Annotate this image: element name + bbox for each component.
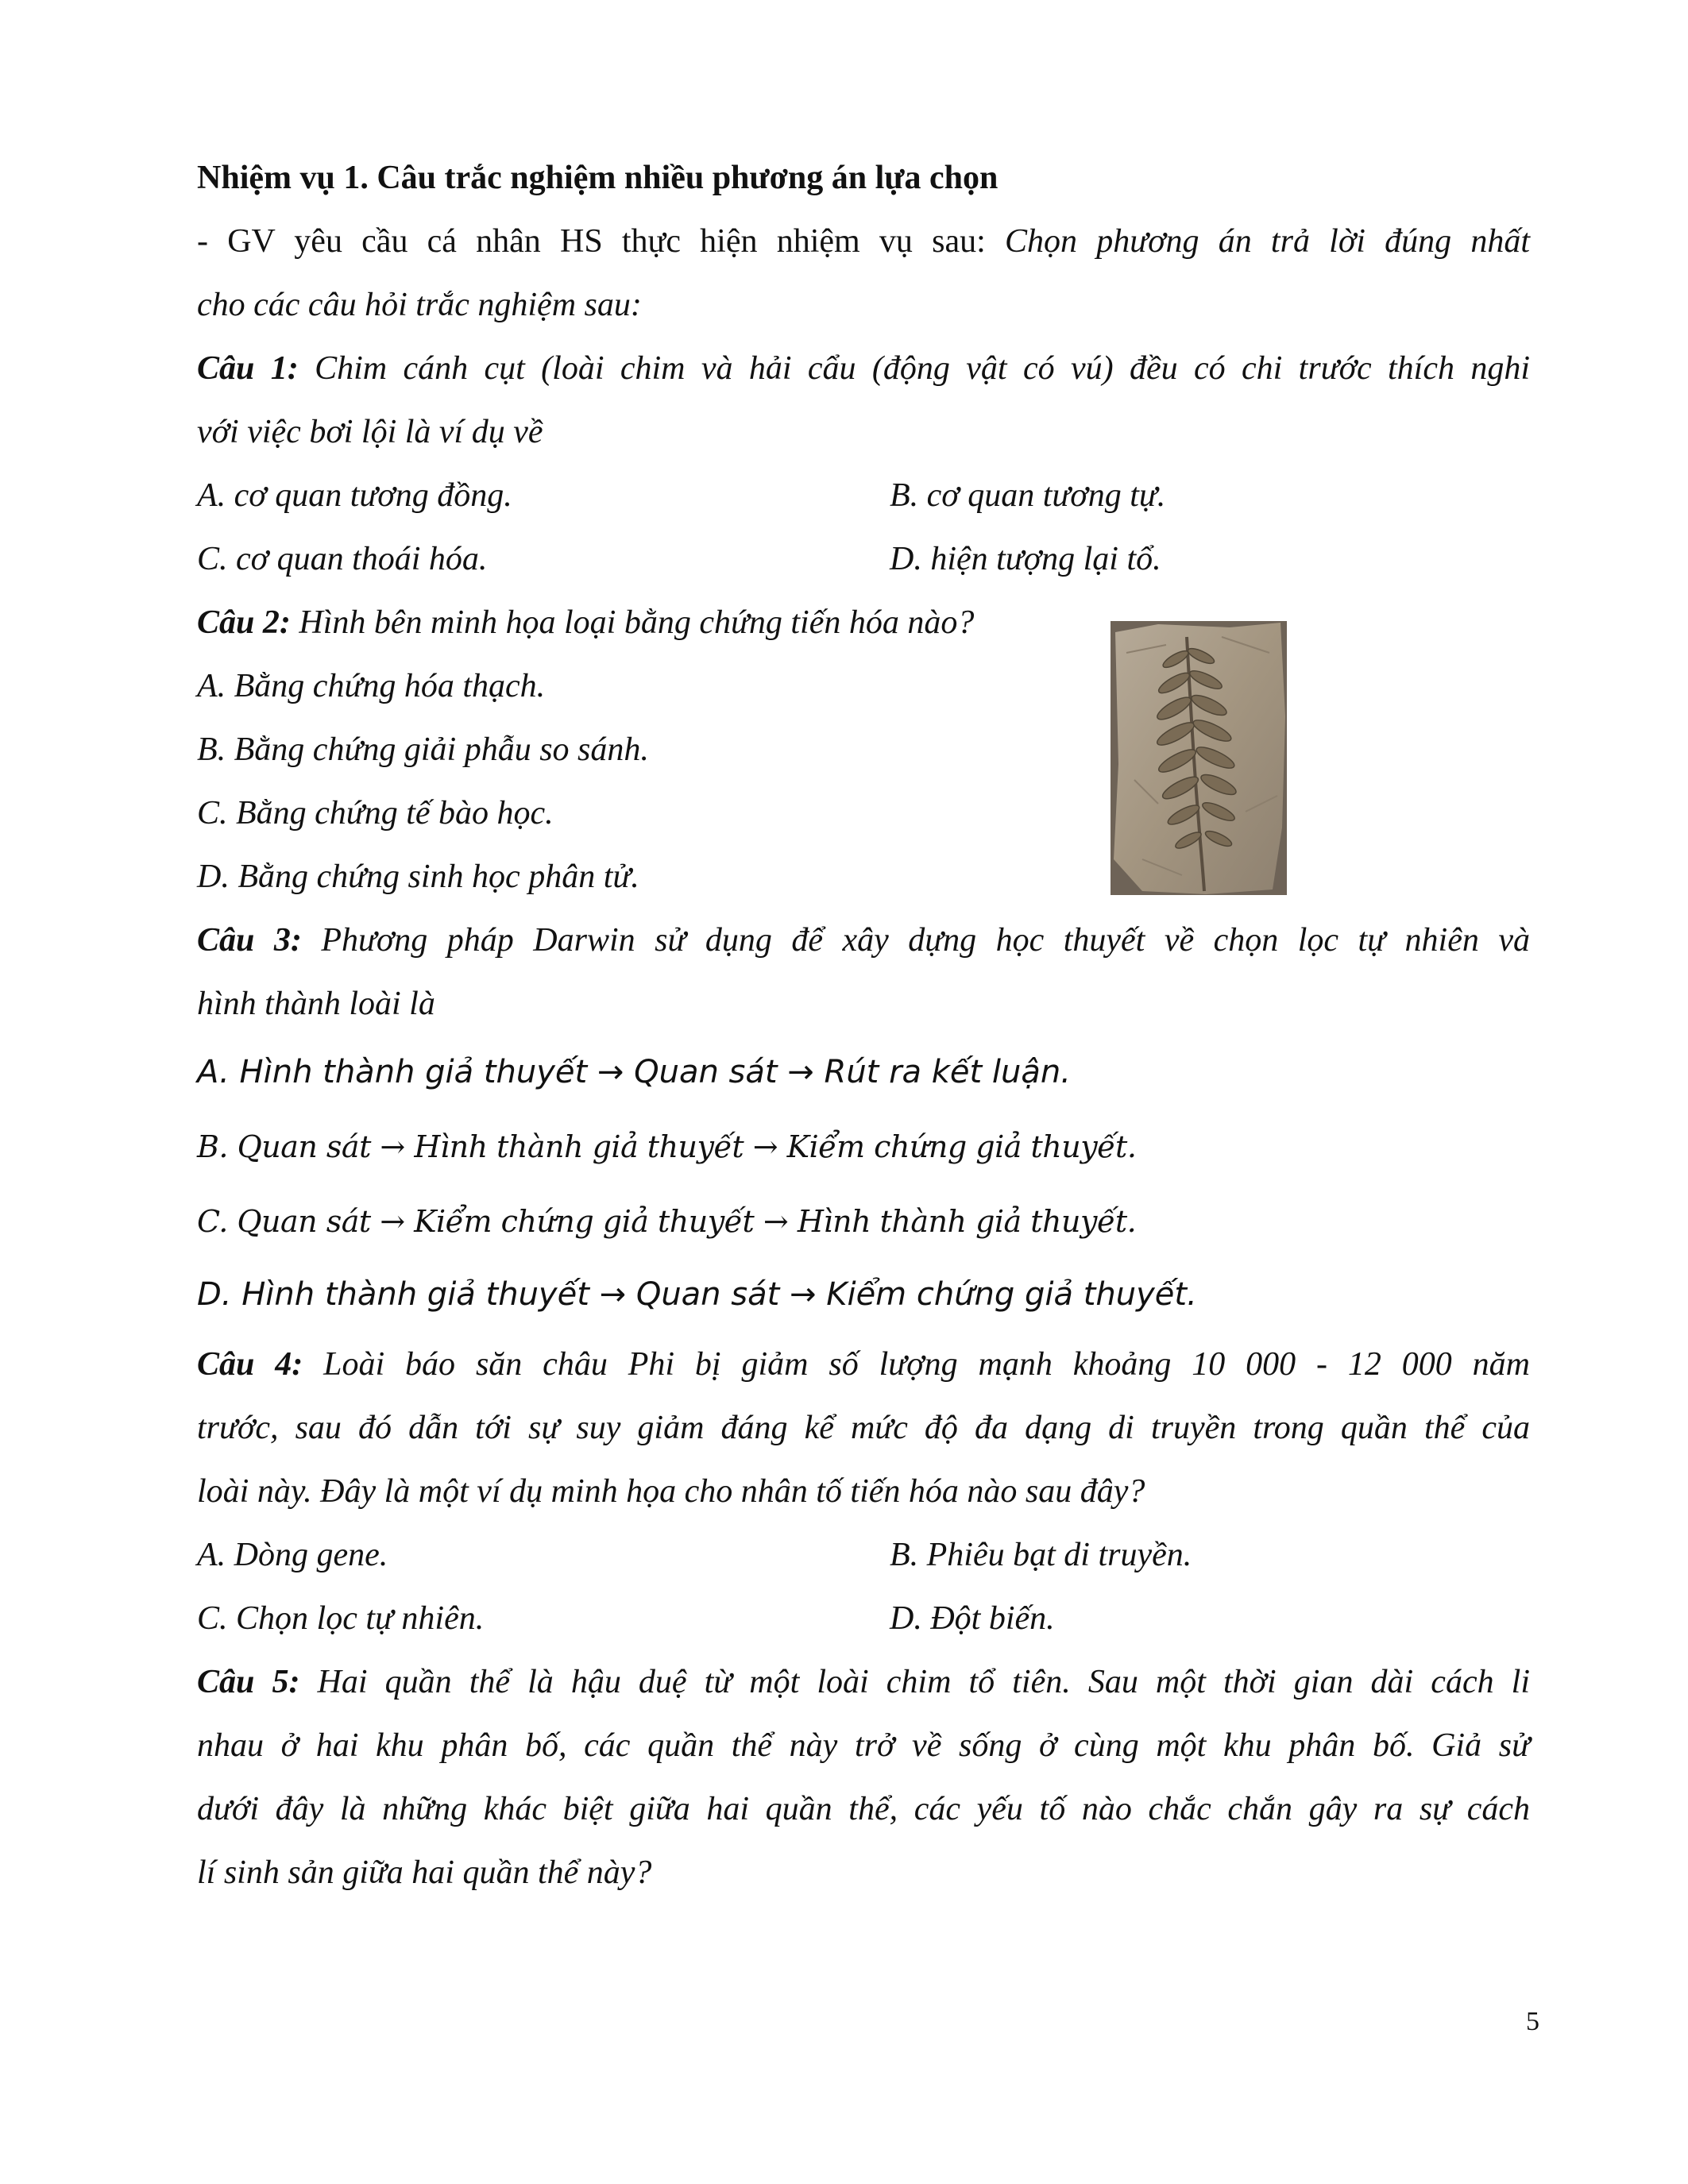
q2-option-d: D. Bằng chứng sinh học phân tử. [197, 859, 639, 895]
q3-option-b: B. Quan sát → Hình thành giả thuyết → Kiểm chứng giả thuyết. [197, 1129, 1137, 1164]
q1-option-b: B. cơ quan tương tự. [890, 477, 1166, 514]
q3-option-a: A. Hình thành giả thuyết → Quan sát → Rút ra kết luận. [197, 1054, 1071, 1090]
q4-text-1: Loài báo săn châu Phi bị giảm số lượng mạnh khoảng 10 000 - 12 000 năm [303, 1346, 1530, 1383]
q4-stem-line-2: trước, sau đó dẫn tới sự suy giảm đáng kể mức độ đa dạng di truyền trong quần thể của [197, 1410, 1530, 1446]
q1-options-row-1 [197, 475, 1530, 516]
intro-line-1 [197, 221, 1530, 262]
q4-stem-line-1 [197, 1344, 1530, 1385]
q4-options-row-1 [197, 1534, 1530, 1576]
q2-text: Hình bên minh họa loại bằng chứng tiến hóa nào? [290, 604, 975, 641]
q2-label: Câu 2: [197, 604, 291, 641]
intro-italic-1: Chọn phương án trả lời đúng nhất [1004, 223, 1530, 260]
q3-option-c: C. Quan sát → Kiểm chứng giả thuyết → Hình thành giả thuyết. [197, 1204, 1137, 1239]
fern-fossil-image [1111, 621, 1287, 895]
intro-line-2: cho các câu hỏi trắc nghiệm sau: [197, 287, 642, 323]
q4-option-b: B. Phiêu bạt di truyền. [890, 1537, 1192, 1573]
page-number: 5 [1526, 2007, 1539, 2036]
q5-stem-line-3: dưới đây là những khác biệt giữa hai quần thể, các yếu tố nào chắc chắn gây ra sự cách [197, 1791, 1530, 1827]
q5-text-1: Hai quần thể là hậu duệ từ một loài chim tổ tiên. Sau một thời gian dài cách li [299, 1664, 1531, 1700]
q1-options-row-2 [197, 538, 1530, 580]
q4-options-row-2 [197, 1598, 1530, 1639]
q1-option-d: D. hiện tượng lại tổ. [890, 541, 1161, 577]
q3-stem-line-2: hình thành loài là [197, 986, 435, 1022]
intro-plain: - GV yêu cầu cá nhân HS thực hiện nhiệm vụ sau: [197, 223, 1005, 260]
q4-option-d: D. Đột biến. [890, 1600, 1055, 1637]
section-heading: Nhiệm vụ 1. Câu trắc nghiệm nhiều phương án lựa chọn [197, 160, 999, 196]
q1-stem-line-1 [197, 348, 1530, 389]
q5-stem-line-1 [197, 1661, 1530, 1703]
q2-option-b: B. Bằng chứng giải phẫu so sánh. [197, 731, 649, 768]
q1-stem-line-2: với việc bơi lội là ví dụ về [197, 414, 543, 450]
q3-label: Câu 3: [197, 922, 302, 959]
q1-option-c: C. cơ quan thoái hóa. [197, 541, 488, 577]
q4-label: Câu 4: [197, 1346, 303, 1383]
q5-stem-line-2: nhau ở hai khu phân bố, các quần thể này trở về sống ở cùng một khu phân bố. Giả sử [197, 1727, 1530, 1764]
q3-stem-line-1 [197, 920, 1530, 961]
q3-option-d: D. Hình thành giả thuyết → Quan sát → Kiểm chứng giả thuyết. [197, 1276, 1197, 1313]
q1-option-a: A. cơ quan tương đồng. [197, 477, 512, 514]
q4-stem-line-3: loài này. Đây là một ví dụ minh họa cho nhân tố tiến hóa nào sau đây? [197, 1473, 1145, 1510]
q2-option-a: A. Bằng chứng hóa thạch. [197, 668, 546, 704]
q5-label: Câu 5: [197, 1664, 300, 1700]
q5-stem-line-4: lí sinh sản giữa hai quần thể này? [197, 1854, 652, 1891]
q3-text-1: Phương pháp Darwin sử dụng để xây dựng học thuyết về chọn lọc tự nhiên và [301, 922, 1530, 959]
q1-label: Câu 1: [197, 350, 299, 387]
q2-stem [197, 602, 1530, 643]
q1-text-1: Chim cánh cụt (loài chim và hải cẩu (động vật có vú) đều có chi trước thích nghi [298, 350, 1531, 387]
q2-option-c: C. Bằng chứng tế bào học. [197, 795, 554, 832]
q4-option-c: C. Chọn lọc tự nhiên. [197, 1600, 485, 1637]
q4-option-a: A. Dòng gene. [197, 1537, 388, 1573]
